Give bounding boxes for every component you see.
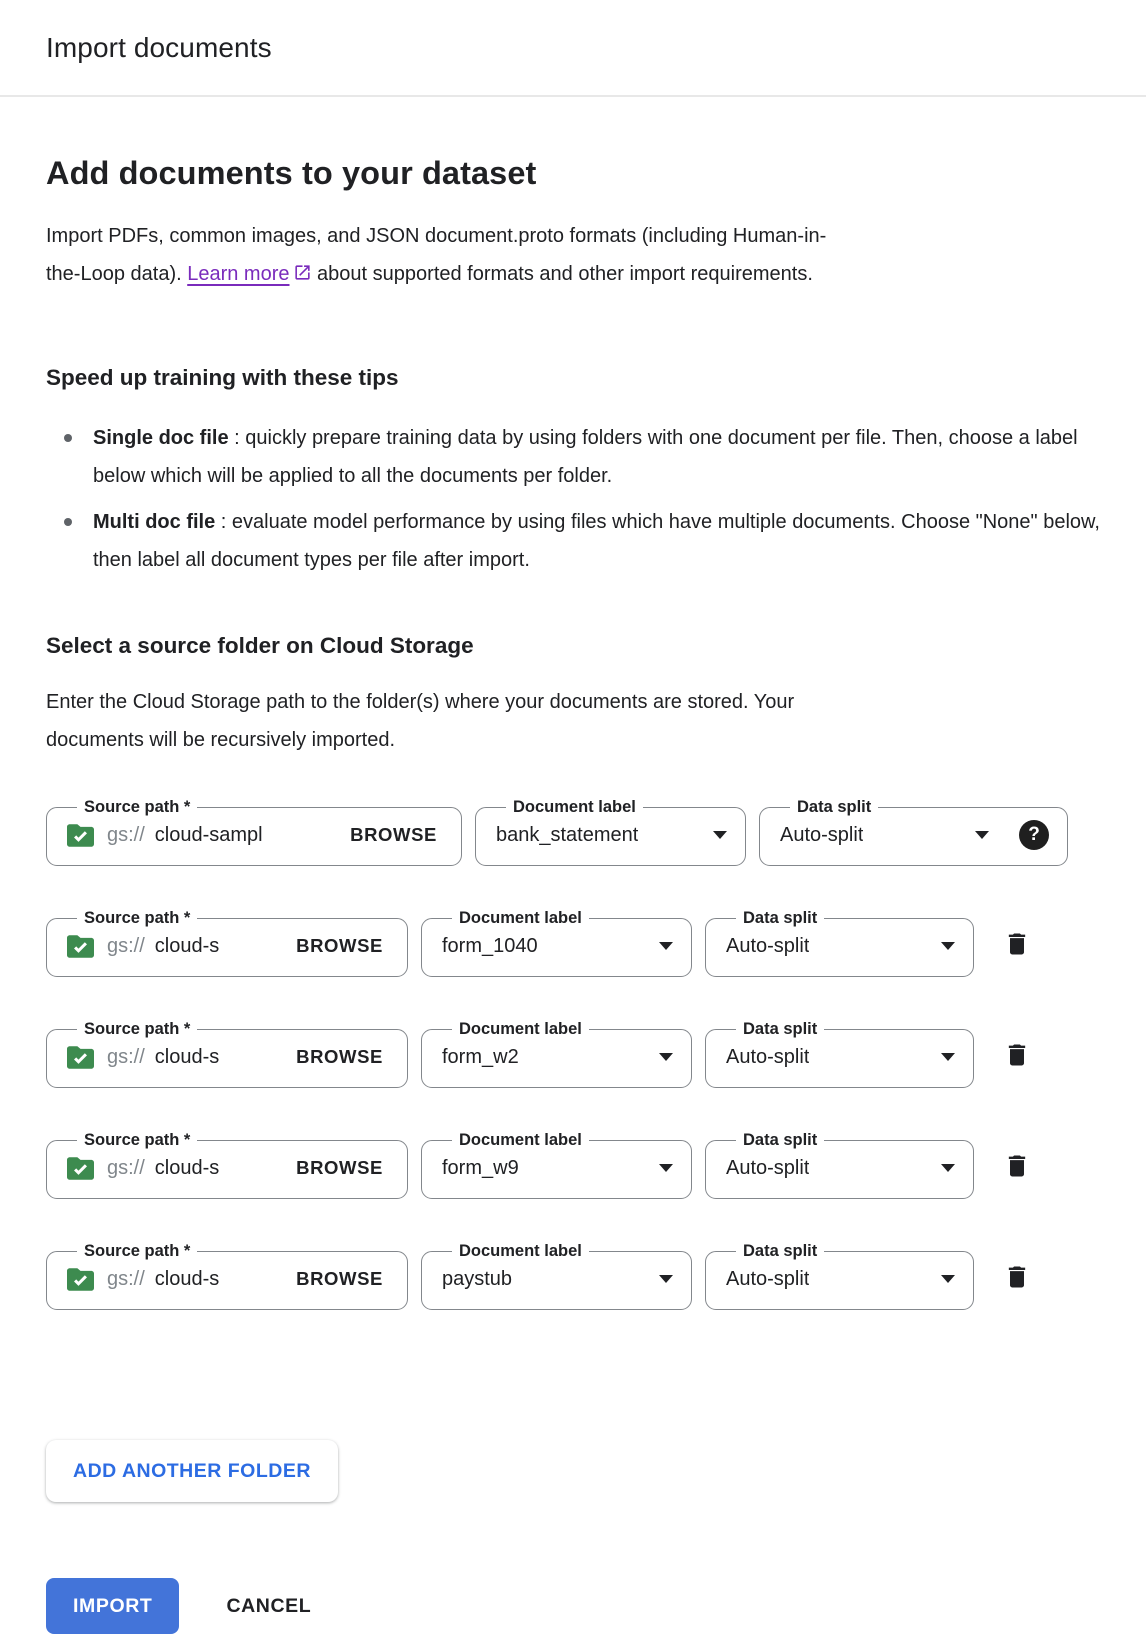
data-split-label: Data split <box>743 909 818 927</box>
dropdown-caret-icon <box>659 942 673 950</box>
tip-text: : quickly prepare training data by using folders with one document per <box>228 427 851 449</box>
dialog-body <box>0 153 1146 1634</box>
data-split-field[interactable] <box>705 1132 974 1199</box>
browse-button[interactable]: BROWSE <box>290 935 389 957</box>
trash-icon <box>1003 1152 1031 1180</box>
document-label-label: Document label <box>459 1131 582 1149</box>
external-link-icon <box>290 263 312 285</box>
data-split-value: Auto-split <box>726 1267 810 1290</box>
dropdown-caret-icon <box>659 1053 673 1061</box>
folder-check-icon <box>67 1157 94 1180</box>
import-row-5 <box>46 1243 1100 1310</box>
source-path-field[interactable] <box>46 1132 408 1199</box>
data-split-value: Auto-split <box>726 934 810 957</box>
gs-prefix: gs:// <box>107 823 145 846</box>
page-title: Add documents to your dataset <box>46 155 537 191</box>
dialog-footer <box>46 1578 1100 1634</box>
import-button[interactable]: IMPORT <box>46 1578 179 1634</box>
tip-multi-doc <box>64 503 1100 579</box>
document-label-field[interactable] <box>475 799 746 866</box>
tip-text-line2: file. Then, choose a label below which will be applied to all the documents per folder. <box>93 427 1078 487</box>
source-path-label: Source path * <box>84 909 191 927</box>
import-rows <box>46 799 1100 1310</box>
folder-check-icon <box>67 935 94 958</box>
document-label-value: form_w2 <box>442 1045 519 1068</box>
data-split-label: Data split <box>743 1131 818 1149</box>
add-another-folder-button[interactable]: ADD ANOTHER FOLDER <box>46 1440 338 1502</box>
document-label-label: Document label <box>459 1020 582 1038</box>
document-label-value: bank_statement <box>496 823 639 846</box>
document-label-field[interactable] <box>421 910 692 977</box>
data-split-field[interactable] <box>705 1021 974 1088</box>
tips-list <box>46 419 1100 579</box>
data-split-field[interactable] <box>705 1243 974 1310</box>
document-label-field[interactable] <box>421 1132 692 1199</box>
intro-line2 <box>46 255 1100 293</box>
folder-check-icon <box>67 1046 94 1069</box>
import-row-4 <box>46 1132 1100 1199</box>
bullet-icon <box>64 518 72 526</box>
document-label-value: paystub <box>442 1267 513 1290</box>
delete-row-button[interactable] <box>997 1257 1037 1297</box>
dropdown-caret-icon <box>713 831 727 839</box>
source-path-value[interactable]: cloud-s <box>154 1045 220 1068</box>
folder-check-icon <box>67 824 94 847</box>
source-path-label: Source path * <box>84 1020 191 1038</box>
tip-lead: Single doc file <box>93 427 229 449</box>
intro-line2-prefix: the-Loop data). <box>46 263 188 285</box>
cancel-button[interactable]: CANCEL <box>226 1594 312 1617</box>
document-label-field[interactable] <box>421 1021 692 1088</box>
data-split-field[interactable] <box>759 799 1068 866</box>
import-row-1 <box>46 799 1100 866</box>
gs-prefix: gs:// <box>107 1045 145 1068</box>
source-path-label: Source path * <box>84 1131 191 1149</box>
browse-button[interactable]: BROWSE <box>290 1268 389 1290</box>
source-section-heading: Select a source folder on Cloud Storage <box>46 633 474 658</box>
help-icon[interactable]: ? <box>1019 820 1049 850</box>
document-label-field[interactable] <box>421 1243 692 1310</box>
tips-heading: Speed up training with these tips <box>46 365 399 390</box>
browse-button[interactable]: BROWSE <box>290 1157 389 1179</box>
browse-button[interactable]: BROWSE <box>290 1046 389 1068</box>
source-path-value[interactable]: cloud-s <box>154 1156 220 1179</box>
delete-row-button[interactable] <box>997 1146 1037 1186</box>
source-path-value[interactable]: cloud-sampl <box>154 823 263 846</box>
intro-paragraph <box>46 217 1100 293</box>
document-label-label: Document label <box>459 909 582 927</box>
document-label-label: Document label <box>513 798 636 816</box>
browse-button[interactable]: BROWSE <box>344 824 443 846</box>
tip-lead: Multi doc file <box>93 511 216 533</box>
data-split-field[interactable] <box>705 910 974 977</box>
gs-prefix: gs:// <box>107 934 145 957</box>
dialog-title: Import documents <box>46 31 272 63</box>
tip-text: : evaluate model performance by using files which have multiple <box>215 511 787 533</box>
trash-icon <box>1003 1263 1031 1291</box>
import-row-2 <box>46 910 1100 977</box>
source-path-field[interactable] <box>46 1021 408 1088</box>
learn-more-link[interactable]: Learn more <box>187 263 290 285</box>
source-section-description: Enter the Cloud Storage path to the folder(s) where your documents are stored. Your documents will be recursively imported. <box>46 691 795 751</box>
dropdown-caret-icon <box>659 1275 673 1283</box>
trash-icon <box>1003 930 1031 958</box>
data-split-value: Auto-split <box>780 823 864 846</box>
document-label-value: form_w9 <box>442 1156 519 1179</box>
dropdown-caret-icon <box>941 1275 955 1283</box>
import-row-3 <box>46 1021 1100 1088</box>
tip-text-line2: documents. Choose "None" below, then label all document types per file after import. <box>93 511 1100 571</box>
source-path-value[interactable]: cloud-s <box>154 1267 220 1290</box>
trash-icon <box>1003 1041 1031 1069</box>
dropdown-caret-icon <box>941 942 955 950</box>
tip-single-doc <box>64 419 1100 495</box>
source-path-label: Source path * <box>84 798 191 816</box>
intro-line1: Import PDFs, common images, and JSON document.proto formats (including Human-in- <box>46 225 827 247</box>
data-split-value: Auto-split <box>726 1045 810 1068</box>
source-path-label: Source path * <box>84 1242 191 1260</box>
source-path-value[interactable]: cloud-s <box>154 934 220 957</box>
folder-check-icon <box>67 1268 94 1291</box>
source-path-field[interactable] <box>46 1243 408 1310</box>
document-label-label: Document label <box>459 1242 582 1260</box>
gs-prefix: gs:// <box>107 1267 145 1290</box>
bullet-icon <box>64 434 72 442</box>
dialog-header <box>0 0 1146 97</box>
delete-row-button[interactable] <box>997 1035 1037 1075</box>
dropdown-caret-icon <box>975 831 989 839</box>
document-label-value: form_1040 <box>442 934 538 957</box>
data-split-label: Data split <box>797 798 872 816</box>
intro-line2-suffix: about supported formats and other import requirements. <box>311 263 813 285</box>
data-split-value: Auto-split <box>726 1156 810 1179</box>
source-path-field[interactable] <box>46 910 408 977</box>
delete-row-button[interactable] <box>997 924 1037 964</box>
data-split-label: Data split <box>743 1242 818 1260</box>
data-split-label: Data split <box>743 1020 818 1038</box>
dropdown-caret-icon <box>659 1164 673 1172</box>
dropdown-caret-icon <box>941 1053 955 1061</box>
dropdown-caret-icon <box>941 1164 955 1172</box>
gs-prefix: gs:// <box>107 1156 145 1179</box>
source-path-field[interactable] <box>46 799 462 866</box>
